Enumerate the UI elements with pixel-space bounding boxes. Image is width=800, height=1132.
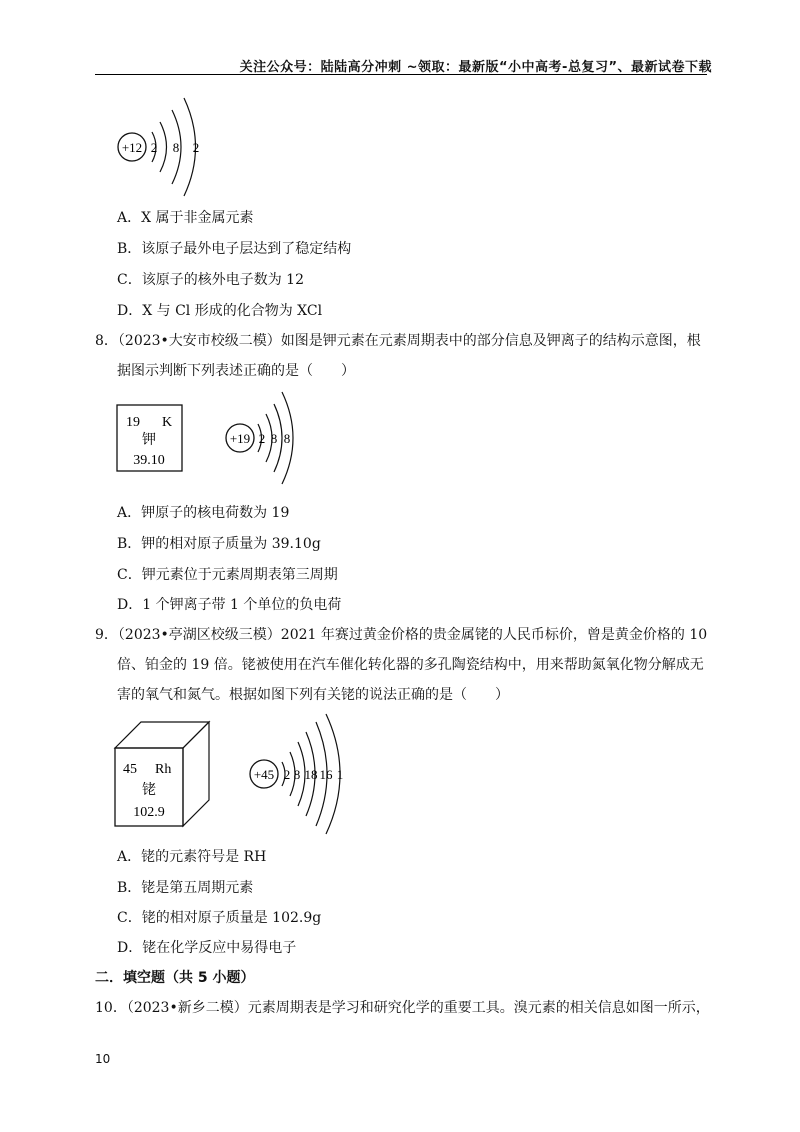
q8-option-c: C．钾元素位于元素周期表第三周期 (117, 567, 338, 583)
header-rule (95, 74, 707, 75)
q7-shell-arc-2 (160, 122, 167, 172)
q9-shell-3: 18 (304, 767, 318, 782)
q7-shell-3: 2 (192, 140, 200, 155)
q7-atom-diagram (110, 92, 220, 202)
q8-option-a: A．钾原子的核电荷数为 19 (117, 505, 290, 521)
q9-atomic-number: 45 (123, 762, 137, 777)
page-header: 关注公众号：陆陆高分冲刺 ~领取：最新版“小中高考-总复习”、最新试卷下载 (239, 60, 712, 75)
q7-option-a: A．X 属于非金属元素 (117, 210, 254, 226)
q9-shell-5: 1 (336, 767, 344, 782)
q8-element-name: 钾 (142, 432, 156, 448)
q9-shell-4: 16 (319, 767, 333, 782)
q8-shell-2: 8 (270, 431, 278, 446)
q9-option-a: A．铑的元素符号是 RH (117, 849, 267, 865)
q8-shell-3: 8 (283, 431, 291, 446)
q10-stem-line-1: 10．（2023•新乡二模）元素周期表是学习和研究化学的重要工具。溴元素的相关信息如图一所示， (95, 1000, 710, 1016)
q9-atomic-mass: 102.9 (133, 805, 165, 820)
q8-ion-diagram (218, 386, 308, 490)
q8-option-b: B．钾的相对原子质量为 39.10g (117, 536, 321, 552)
q8-stem-line-1: 8．（2023•大安市校级二模）如图是钾元素在元素周期表中的部分信息及钾离子的结构示意图，根 (95, 333, 701, 349)
q9-atom-diagram (244, 712, 364, 836)
q8-option-d: D．1 个钾离子带 1 个单位的负电荷 (117, 597, 342, 613)
q8-element-card (116, 404, 184, 474)
q9-stem-line-2: 倍、铂金的 19 倍。铑被使用在汽车催化转化器的多孔陶瓷结构中，用来帮助氮氧化物分解成无 (117, 657, 704, 673)
q7-nucleus-label: +12 (121, 140, 143, 155)
q9-nucleus-label: +45 (253, 767, 275, 782)
q9-option-d: D．铑在化学反应中易得电子 (117, 940, 297, 956)
q8-shell-1: 2 (258, 431, 266, 446)
q8-atomic-mass: 39.10 (133, 453, 165, 468)
q9-stem-line-3: 害的氧气和氮气。根据如图下列有关铑的说法正确的是（ ） (117, 687, 509, 703)
q8-element-symbol: K (162, 415, 173, 430)
q9-element-name: 铑 (142, 782, 156, 798)
q9-stem-line-1: 9．（2023•亭湖区校级三模）2021 年赛过黄金价格的贵金属铑的人民币标价，曾是黄金价格的 10 (95, 627, 708, 643)
q9-option-b: B．铑是第五周期元素 (117, 880, 254, 896)
q9-element-symbol: Rh (155, 762, 172, 777)
q8-nucleus-label: +19 (229, 431, 251, 446)
page-number: 10 (95, 1052, 111, 1066)
q7-option-c: C．该原子的核外电子数为 12 (117, 272, 304, 288)
q7-shell-1: 2 (150, 140, 158, 155)
q8-stem-line-2: 据图示判断下列表述正确的是（ ） (117, 363, 355, 379)
q9-element-cube (113, 720, 213, 828)
q9-shell-2: 8 (293, 767, 301, 782)
q7-option-d: D．X 与 Cl 形成的化合物为 XCl (117, 303, 323, 319)
section-title: 二．填空题（共 5 小题） (95, 970, 255, 986)
q9-option-c: C．铑的相对原子质量是 102.9g (117, 910, 322, 926)
q7-shell-2: 8 (172, 140, 180, 155)
q8-atomic-number: 19 (126, 415, 140, 430)
q9-shell-1: 2 (283, 767, 291, 782)
q7-option-b: B．该原子最外电子层达到了稳定结构 (117, 241, 352, 257)
